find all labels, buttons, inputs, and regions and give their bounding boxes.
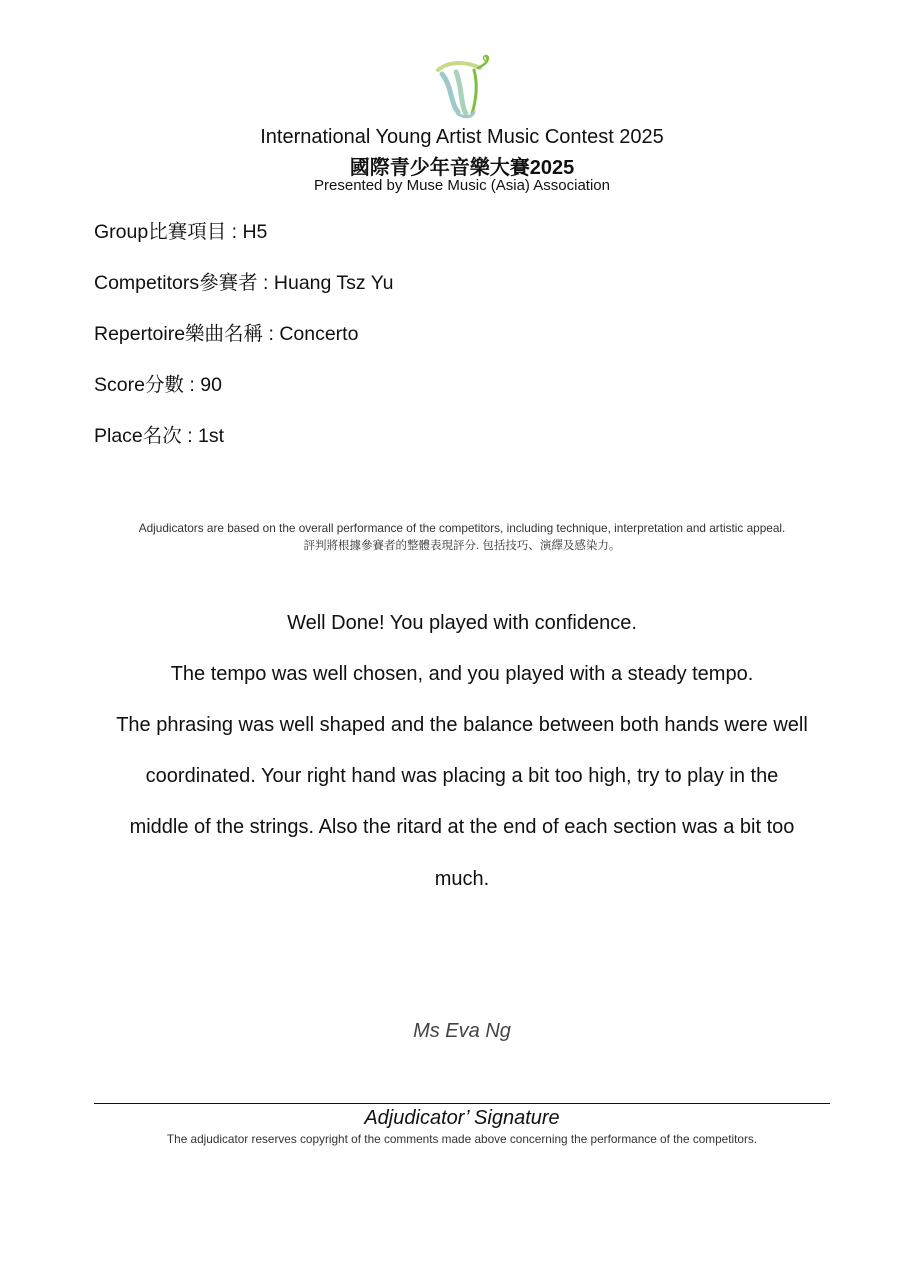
signature-line — [94, 1103, 830, 1104]
adjudication-note-en: Adjudicators are based on the overall performance of the competitors, including technique, interpretation and artistic appeal. — [138, 521, 786, 535]
competitor-field: Competitors參賽者 : Huang Tsz Yu — [94, 272, 394, 294]
signature-label: Adjudicator’ Signature — [364, 1107, 560, 1129]
comment-line: coordinated. Your right hand was placing a bit too high, try to play in the — [145, 765, 779, 787]
repertoire-value: Concerto — [279, 323, 359, 345]
score-field: Score分數 : 90 — [94, 374, 222, 396]
comment-line: Well Done! You played with confidence. — [287, 612, 637, 634]
place-label: Place名次 — [94, 425, 182, 447]
place-value: 1st — [198, 425, 225, 447]
contest-title-zh: 國際青少年音樂大賽2025 — [349, 157, 575, 179]
score-label: Score分數 — [94, 374, 184, 396]
competitor-value: Huang Tsz Yu — [273, 272, 394, 294]
copyright-note: The adjudicator reserves copyright of the comments made above concerning the performance of the competitors. — [166, 1132, 758, 1146]
group-value: H5 — [242, 221, 268, 243]
contest-logo-icon — [428, 52, 498, 122]
comment-line: The tempo was well chosen, and you played with a steady tempo. — [170, 663, 754, 685]
score-value: 90 — [200, 374, 222, 396]
comment-line: much. — [434, 868, 490, 890]
place-field: Place名次 : 1st — [94, 425, 225, 447]
repertoire-field: Repertoire樂曲名稱 : Concerto — [94, 323, 359, 345]
adjudicator-name: Ms Eva Ng — [413, 1020, 511, 1042]
comment-line: The phrasing was well shaped and the balance between both hands were well — [116, 714, 808, 736]
group-label: Group比賽項目 — [94, 221, 227, 243]
repertoire-label: Repertoire樂曲名稱 — [94, 323, 264, 345]
presented-by: Presented by Muse Music (Asia) Association — [314, 177, 610, 194]
comment-line: middle of the strings. Also the ritard at the end of each section was a bit too — [129, 816, 795, 838]
adjudication-note-zh: 評判將根據參賽者的整體表現評分. 包括技巧、演繹及感染力。 — [303, 540, 621, 552]
contest-title-en: International Young Artist Music Contest 2025 — [260, 126, 664, 148]
group-field: Group比賽項目 : H5 — [94, 221, 268, 243]
competitor-label: Competitors參賽者 — [94, 272, 258, 294]
